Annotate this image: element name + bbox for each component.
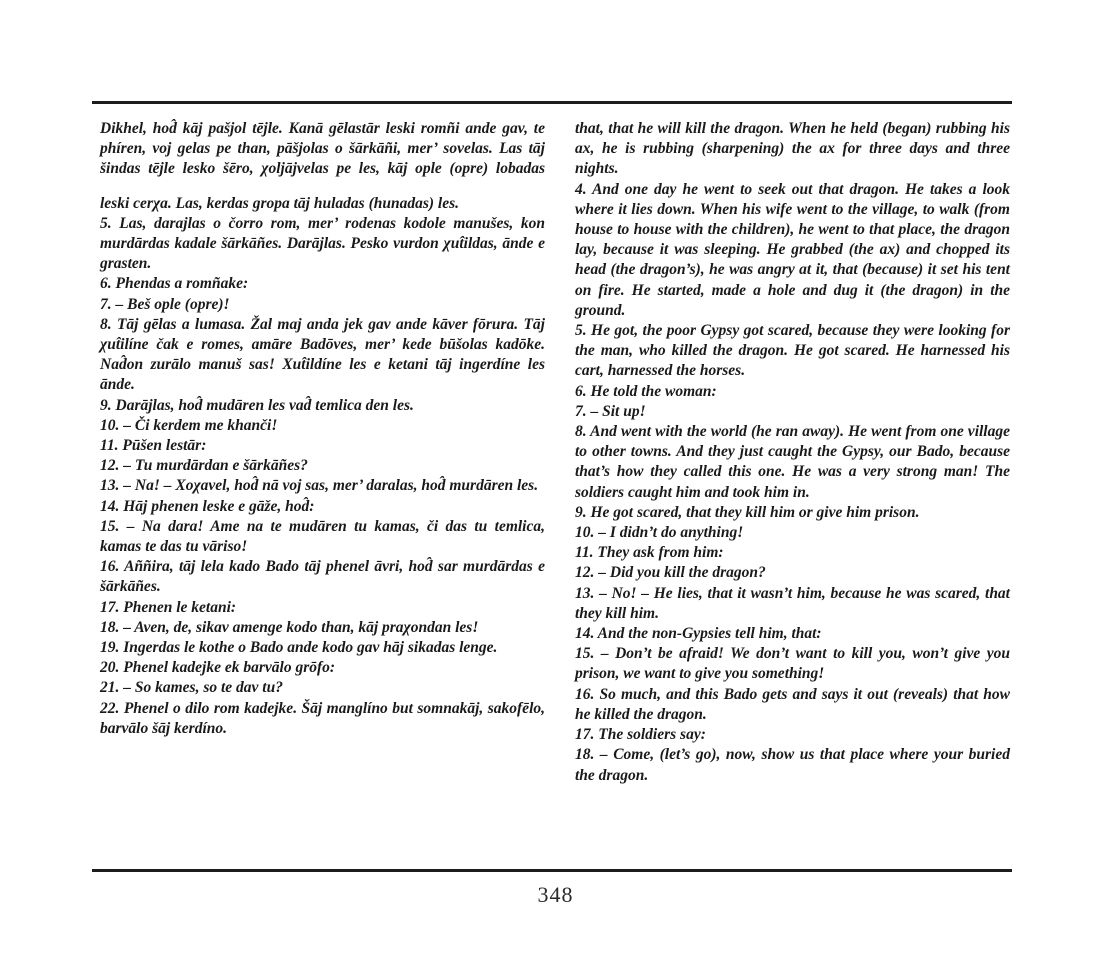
paragraph: 6. He told the woman: bbox=[575, 382, 717, 400]
text-columns bbox=[100, 119, 1010, 786]
paragraph: 17. Phenen le ketani: bbox=[100, 598, 237, 616]
paragraph: 8. And went with the world (he ran away). He went from one village to other towns. And they just caught the Gypsy, our Bado, because that’s how they called this one. He was a very strong man! The soldiers caught him and took him in. bbox=[575, 423, 1010, 501]
right-column-english-translation bbox=[575, 119, 1010, 786]
paragraph: 16. Aññira, tāj lela kado Bado tāj phenel āvri, hod̂ sar murdārdas e šārkāñes. bbox=[100, 558, 545, 596]
page-number: 348 bbox=[537, 882, 574, 907]
paragraph: 10. – I didn’t do anything! bbox=[575, 524, 744, 542]
paragraph: 5. Las, darajlas o čorro rom, mer’ rodenas kodole manušes, kon murdārdas kadale šārkāñes. Darājlas. Pesko vurdon χut̂ildas, ānde e grasten. bbox=[100, 214, 545, 273]
paragraph: 22. Phenel o dilo rom kadejke. Šāj manglíno but somnakāj, sakofēlo, barvālo šāj kerdíno. bbox=[100, 699, 545, 737]
paragraph: 18. – Come, (let’s go), now, show us that place where your buried the dragon. bbox=[575, 746, 1010, 784]
paragraph: 20. Phenel kadejke ek barvālo grōfo: bbox=[100, 659, 336, 677]
paragraph: 13. – No! – He lies, that it wasn’t him, because he was scared, that they kill him. bbox=[575, 584, 1010, 622]
top-rule bbox=[92, 101, 1012, 104]
paragraph: 15. – Na dara! Ame na te mudāren tu kamas, či das tu temlica, kamas te das tu vāriso! bbox=[100, 517, 545, 556]
paragraph: 11. Pūšen lestār: bbox=[100, 437, 207, 455]
paragraph: 10. – Či kerdem me khanči! bbox=[100, 416, 278, 434]
paragraph: that, that he will kill the dragon. When he held (began) rubbing his ax, he is rubbing (sharpening) the ax for three days and three nights. bbox=[575, 120, 1010, 178]
paragraph: Dikhel, hod̂ kāj pašjol tējle. Kanā gēlastār leski romñi ande gav, te phíren, voj gelas pe than, pāšjolas o šārkāñi, mer’ sovelas. Las tāj šindas tējle lesko šēro, χoljājvelas pe les, kāj ople (opre) lobadas bbox=[100, 120, 545, 178]
paragraph: 14. Hāj phenen leske e gāže, hod̂: bbox=[100, 497, 315, 515]
paragraph: 4. And one day he went to seek out that dragon. He takes a look where it lies down. When his wife went to the village, to walk (from house to house with the children), he went to that place, the dragon lay, because it was sleeping. He grabbed (the ax) and chopped its head (the dragon’s), he was angry at it, that (because) it set his tent on fire. He started, made a hole and dug it (the dragon) in the ground. bbox=[575, 180, 1010, 319]
paragraph: 9. He got scared, that they kill him or give him prison. bbox=[575, 503, 920, 521]
paragraph: 13. – Na! – Xoχavel, hod̂ nā voj sas, mer’ daralas, hod̂ murdāren les. bbox=[100, 477, 539, 495]
paragraph: leski cerχa. Las, kerdas gropa tāj huladas (hunadas) les. bbox=[100, 194, 459, 212]
paragraph: 12. – Did you kill the dragon? bbox=[575, 564, 766, 582]
bottom-rule bbox=[92, 869, 1012, 872]
paragraph: 15. – Don’t be afraid! We don’t want to kill you, won’t give you prison, we want to give you something! bbox=[575, 645, 1010, 683]
paragraph: 7. – Beš ople (opre)! bbox=[100, 295, 230, 313]
paragraph: 5. He got, the poor Gypsy got scared, because they were looking for the man, who killed the dragon. He got scared. He harnessed his cart, harnessed the horses. bbox=[575, 322, 1010, 380]
paragraph: 11. They ask from him: bbox=[575, 544, 724, 562]
paragraph: 17. The soldiers say: bbox=[575, 726, 706, 744]
paragraph: 19. Ingerdas le kothe o Bado ande kodo gav hāj sikadas lenge. bbox=[100, 639, 498, 657]
paragraph: 14. And the non-Gypsies tell him, that: bbox=[575, 625, 822, 643]
paragraph: 16. So much, and this Bado gets and says it out (reveals) that how he killed the dragon. bbox=[575, 685, 1010, 723]
paragraph: 9. Darājlas, hod̂ mudāren les vad̂ temlica den les. bbox=[100, 396, 414, 414]
paragraph: 21. – So kames, so te dav tu? bbox=[100, 679, 283, 697]
paragraph: 12. – Tu murdārdan e šārkāñes? bbox=[100, 457, 308, 475]
left-column-romani-text bbox=[100, 119, 545, 786]
paragraph: 7. – Sit up! bbox=[575, 402, 646, 420]
paragraph: 18. – Aven, de, sikav amenge kodo than, kāj praχondan les! bbox=[100, 618, 479, 636]
paragraph: 8. Tāj gēlas a lumasa. Žal maj anda jek gav ande kāver fōrura. Tāj χut̂ilíne čak e romes, amāre Badōves, mer’ kede būšolas kadōke. Nad̂on zurālo manuš sas! Xut̂ildíne les e ketani tāj ingerdíne les ānde. bbox=[100, 315, 545, 394]
paragraph: 6. Phendas a romñake: bbox=[100, 275, 249, 293]
